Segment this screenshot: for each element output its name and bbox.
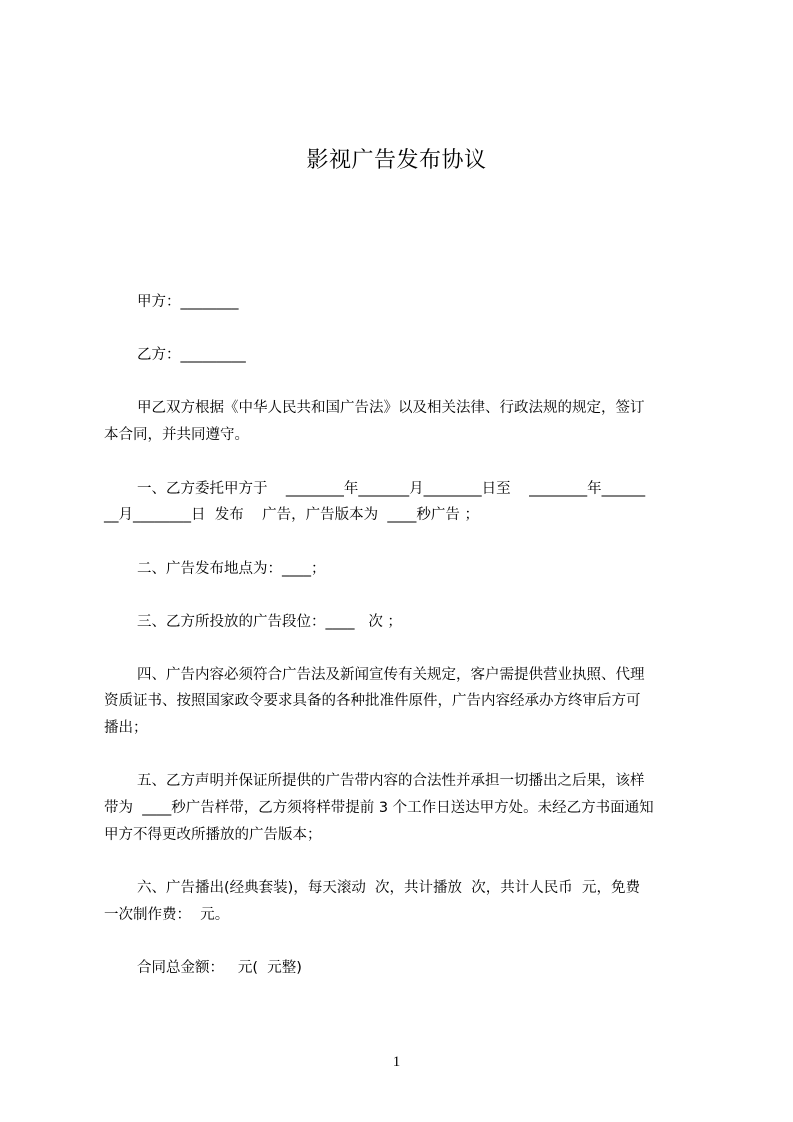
clause-4-line-2: 资质证书、按照国家政令要求具备的各种批准件原件，广告内容经承办方终审后方可 [104,693,641,709]
party-a-line: 甲方：________ [137,294,239,310]
document-title: 影视广告发布协议 [306,148,487,173]
clause-6-line-2: 一次制作费： 元。 [104,907,230,923]
clause-3-line: 三、乙方所投放的广告段位：____ 次 ； [137,614,402,630]
intro-line-1: 甲乙双方根据《中华人民共和国广告法》以及相关法律、行政法规的规定，签订 [137,400,645,416]
clause-6-line-1: 六、广告播出(经典套装)，每天滚动 次，共计播放 次，共计人民币 元，免费 [137,880,640,896]
clause-5-line-1: 五、乙方声明并保证所提供的广告带内容的合法性并承担一切播出之后果，该样 [137,773,645,789]
clause-4-line-1: 四、广告内容必须符合广告法及新闻宣传有关规定，客户需提供营业执照、代理 [137,667,645,683]
clause-4-line-3: 播出； [104,720,148,736]
clause-1-line-1: 一、乙方委托甲方于 ________年_______月________日至 ________年______ [137,481,646,497]
clause-5-line-2: 带为 ____秒广告样带，乙方须将样带提前 3 个工作日送达甲方处。未经乙方书面通知 [104,800,654,816]
clause-5-line-3: 甲方不得更改所播放的广告版本； [104,827,322,843]
party-b-line: 乙方：_________ [137,347,246,363]
contract-total-line: 合同总金额： 元( 元整) [137,960,302,976]
clause-2-line: 二、广告发布地点为：____； [137,561,326,577]
intro-line-2: 本合同，并共同遵守。 [104,427,249,443]
page-number: 1 [392,1054,401,1070]
clause-1-line-2: __月________日 发布 广告，广告版本为 ____秒广告 ； [104,507,479,523]
